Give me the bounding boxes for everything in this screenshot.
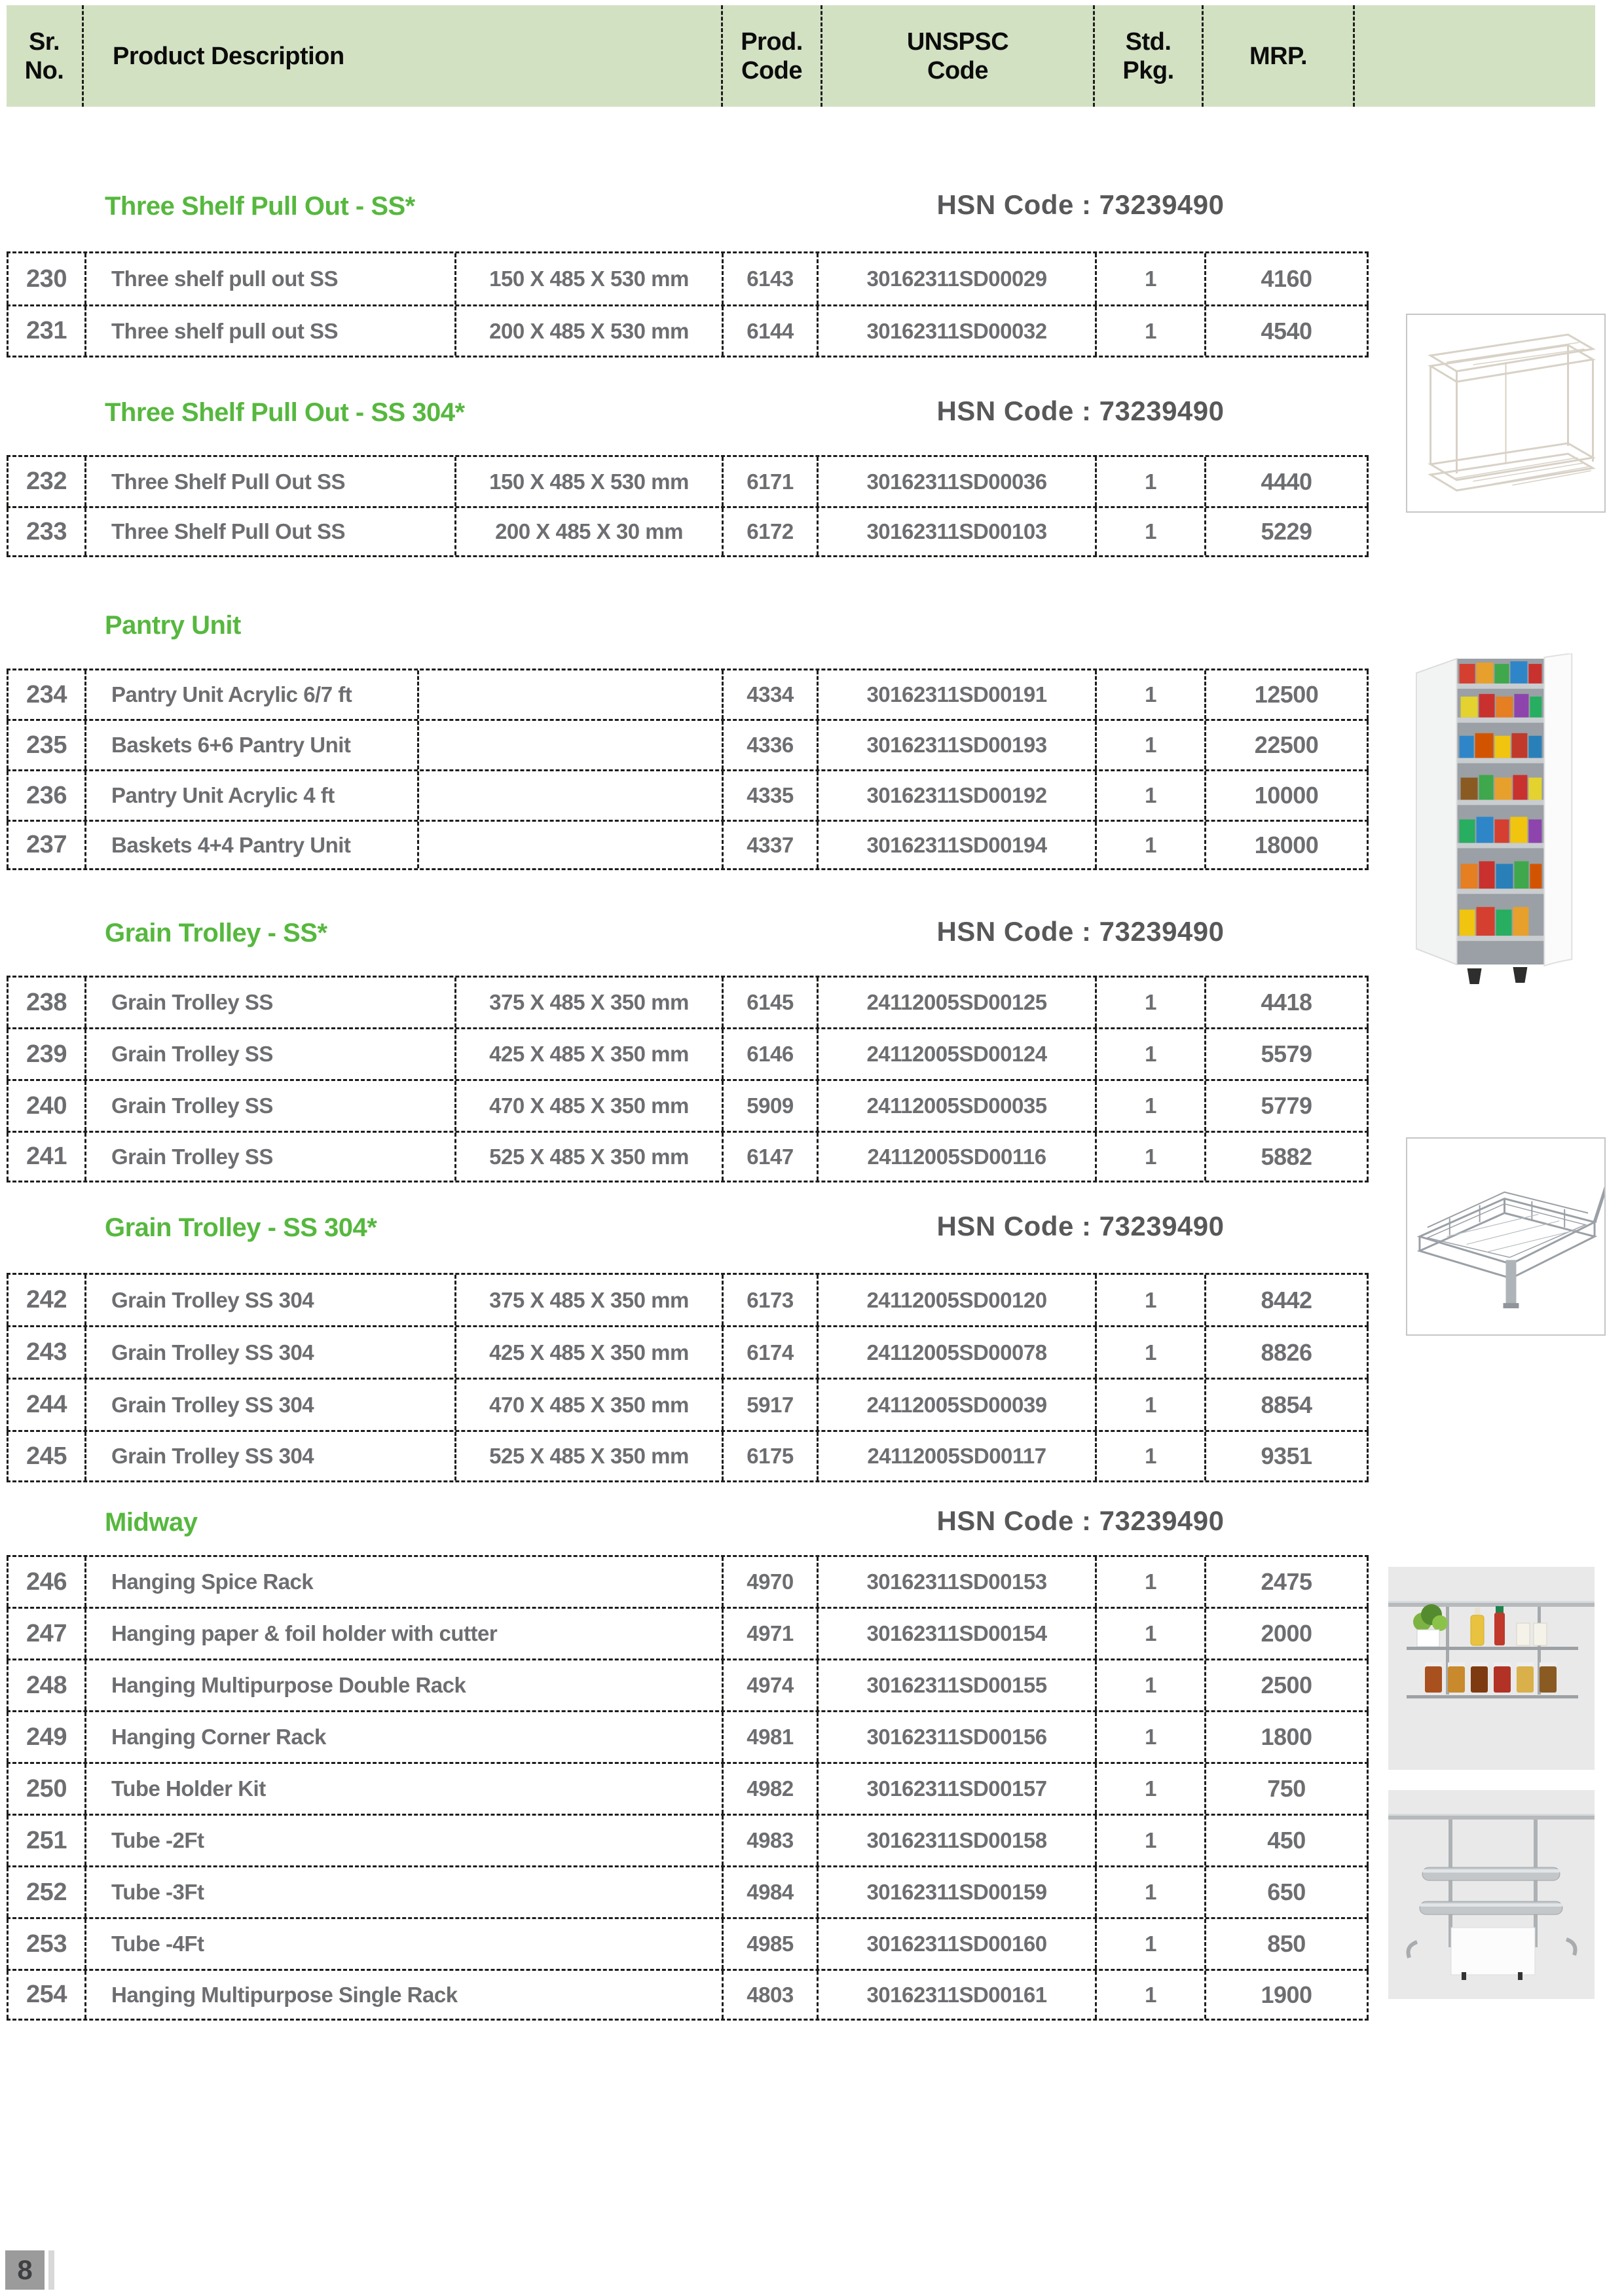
cell-mrp: 750 bbox=[1206, 1764, 1369, 1814]
product-table bbox=[7, 1273, 1369, 1482]
cell-size: 470 X 485 X 350 mm bbox=[456, 1081, 724, 1131]
cell-mrp: 10000 bbox=[1206, 771, 1369, 820]
cell-prod: 6175 bbox=[724, 1432, 819, 1480]
cell-prod: 4984 bbox=[724, 1867, 819, 1917]
hsn-code: HSN Code : 73239490 bbox=[936, 1211, 1225, 1241]
cell-sr: 250 bbox=[7, 1764, 86, 1814]
header-cell-sr-no bbox=[7, 5, 84, 107]
cell-unspsc: 30162311SD00161 bbox=[819, 1971, 1097, 2019]
cell-mrp: 2500 bbox=[1206, 1660, 1369, 1710]
section-title: Grain Trolley - SS 304* bbox=[105, 1213, 377, 1242]
cell-size: 375 X 485 X 350 mm bbox=[456, 1275, 724, 1325]
cell-prod: 6143 bbox=[724, 253, 819, 304]
cell-unspsc: 24112005SD00116 bbox=[819, 1133, 1097, 1181]
cell-prod: 6173 bbox=[724, 1275, 819, 1325]
cell-desc: Three Shelf Pull Out SS bbox=[86, 508, 456, 555]
cell-unspsc: 30162311SD00191 bbox=[819, 670, 1097, 719]
header-label: MRP. bbox=[1249, 42, 1308, 70]
cell-desc: Pantry Unit Acrylic 6/7 ft bbox=[86, 670, 419, 719]
header-cell-product-description bbox=[84, 5, 723, 107]
table-row bbox=[7, 1969, 1369, 2021]
cell-desc: Hanging Multipurpose Single Rack bbox=[86, 1971, 724, 2019]
cell-mrp: 4418 bbox=[1206, 978, 1369, 1027]
header-cell-spacer bbox=[1355, 5, 1595, 107]
cell-size: 470 X 485 X 350 mm bbox=[456, 1380, 724, 1430]
cell-pkg: 1 bbox=[1097, 1432, 1206, 1480]
cell-mrp: 5779 bbox=[1206, 1081, 1369, 1131]
cell-size: 425 X 485 X 350 mm bbox=[456, 1029, 724, 1079]
cell-pkg: 1 bbox=[1097, 306, 1206, 356]
header-cell-std-pkg bbox=[1095, 5, 1204, 107]
table-row bbox=[7, 1917, 1369, 1969]
cell-size: 375 X 485 X 350 mm bbox=[456, 978, 724, 1027]
cell-prod: 5917 bbox=[724, 1380, 819, 1430]
cell-prod: 6172 bbox=[724, 508, 819, 555]
page-number-bar bbox=[48, 2250, 54, 2290]
cell-desc: Hanging Corner Rack bbox=[86, 1712, 724, 1762]
cell-sr: 254 bbox=[7, 1971, 86, 2019]
cell-prod: 4985 bbox=[724, 1919, 819, 1969]
cell-unspsc: 30162311SD00159 bbox=[819, 1867, 1097, 1917]
cell-size: 525 X 485 X 350 mm bbox=[456, 1432, 724, 1480]
cell-sr: 237 bbox=[7, 822, 86, 868]
table-row bbox=[7, 1865, 1369, 1917]
table-row bbox=[7, 506, 1369, 557]
cell-sr: 245 bbox=[7, 1432, 86, 1480]
header-label: UNSPSC bbox=[906, 27, 1009, 56]
table-row bbox=[7, 1659, 1369, 1710]
cell-unspsc: 30162311SD00157 bbox=[819, 1764, 1097, 1814]
cell-pkg: 1 bbox=[1097, 1660, 1206, 1710]
cell-mrp: 18000 bbox=[1206, 822, 1369, 868]
hanging-midway-rack-image bbox=[1388, 1567, 1595, 1770]
header-cell-prod-code bbox=[723, 5, 822, 107]
cell-size: 200 X 485 X 530 mm bbox=[456, 306, 724, 356]
hsn-code: HSN Code : 73239490 bbox=[936, 1505, 1225, 1536]
header-label: Std. bbox=[1125, 27, 1172, 56]
cell-unspsc: 30162311SD00193 bbox=[819, 721, 1097, 769]
table-row bbox=[7, 304, 1369, 357]
cell-mrp: 1900 bbox=[1206, 1971, 1369, 2019]
cell-desc: Baskets 4+4 Pantry Unit bbox=[86, 822, 419, 868]
product-table bbox=[7, 1555, 1369, 2021]
cell-unspsc: 30162311SD00194 bbox=[819, 822, 1097, 868]
cell-desc: Pantry Unit Acrylic 4 ft bbox=[86, 771, 419, 820]
cell-pkg: 1 bbox=[1097, 1867, 1206, 1917]
cell-pkg: 1 bbox=[1097, 1919, 1206, 1969]
cell-unspsc: 24112005SD00078 bbox=[819, 1327, 1097, 1378]
cell-unspsc: 30162311SD00036 bbox=[819, 457, 1097, 506]
cell-sr: 231 bbox=[7, 306, 86, 356]
table-row bbox=[7, 1273, 1369, 1325]
cell-mrp: 650 bbox=[1206, 1867, 1369, 1917]
table-row bbox=[7, 820, 1369, 870]
cell-mrp: 9351 bbox=[1206, 1432, 1369, 1480]
cell-prod: 4981 bbox=[724, 1712, 819, 1762]
page-number: 8 bbox=[5, 2250, 45, 2290]
table-row bbox=[7, 1762, 1369, 1814]
header-label: Code bbox=[927, 56, 988, 84]
cell-prod: 4971 bbox=[724, 1609, 819, 1659]
cell-prod: 4334 bbox=[724, 670, 819, 719]
cell-prod: 4337 bbox=[724, 822, 819, 868]
table-row bbox=[7, 1131, 1369, 1182]
cell-prod: 6144 bbox=[724, 306, 819, 356]
cell-desc: Three Shelf Pull Out SS bbox=[86, 457, 456, 506]
cell-sr: 232 bbox=[7, 457, 86, 506]
cell-pkg: 1 bbox=[1097, 1327, 1206, 1378]
cell-prod: 4983 bbox=[724, 1816, 819, 1865]
cell-pkg: 1 bbox=[1097, 1029, 1206, 1079]
section-title: Grain Trolley - SS* bbox=[105, 919, 327, 947]
cell-pkg: 1 bbox=[1097, 253, 1206, 304]
cell-desc: Grain Trolley SS bbox=[86, 1081, 456, 1131]
cell-pkg: 1 bbox=[1097, 978, 1206, 1027]
header-label: Code bbox=[741, 56, 802, 84]
cell-unspsc: 30162311SD00032 bbox=[819, 306, 1097, 356]
cell-pkg: 1 bbox=[1097, 457, 1206, 506]
table-header bbox=[7, 5, 1595, 107]
cell-size: 150 X 485 X 530 mm bbox=[456, 253, 724, 304]
cell-pkg: 1 bbox=[1097, 1971, 1206, 2019]
cell-sr: 251 bbox=[7, 1816, 86, 1865]
table-row bbox=[7, 1607, 1369, 1659]
cell-desc: Grain Trolley SS bbox=[86, 1133, 456, 1181]
cell-prod: 6174 bbox=[724, 1327, 819, 1378]
cell-desc: Grain Trolley SS 304 bbox=[86, 1327, 456, 1378]
cell-mrp: 5579 bbox=[1206, 1029, 1369, 1079]
cell-desc: Tube Holder Kit bbox=[86, 1764, 724, 1814]
cell-sr: 252 bbox=[7, 1867, 86, 1917]
product-table bbox=[7, 251, 1369, 357]
cell-pkg: 1 bbox=[1097, 771, 1206, 820]
cell-sr: 239 bbox=[7, 1029, 86, 1079]
cell-prod: 4974 bbox=[724, 1660, 819, 1710]
cell-mrp: 5229 bbox=[1206, 508, 1369, 555]
cell-sr: 235 bbox=[7, 721, 86, 769]
cell-desc: Tube -4Ft bbox=[86, 1919, 724, 1969]
tube-holder-image bbox=[1388, 1790, 1595, 1999]
cell-desc: Tube -2Ft bbox=[86, 1816, 724, 1865]
cell-pkg: 1 bbox=[1097, 1133, 1206, 1181]
cell-pkg: 1 bbox=[1097, 1557, 1206, 1607]
cell-mrp: 4540 bbox=[1206, 306, 1369, 356]
cell-sr: 248 bbox=[7, 1660, 86, 1710]
table-row bbox=[7, 1325, 1369, 1378]
cell-desc: Three shelf pull out SS bbox=[86, 306, 456, 356]
hsn-code: HSN Code : 73239490 bbox=[936, 395, 1225, 426]
cell-unspsc: 30162311SD00103 bbox=[819, 508, 1097, 555]
table-row bbox=[7, 769, 1369, 820]
section-title: Three Shelf Pull Out - SS 304* bbox=[105, 398, 465, 427]
header-cell-unspsc-code bbox=[822, 5, 1095, 107]
cell-desc: Grain Trolley SS bbox=[86, 978, 456, 1027]
cell-mrp: 5882 bbox=[1206, 1133, 1369, 1181]
cell-size: 150 X 485 X 530 mm bbox=[456, 457, 724, 506]
cell-pkg: 1 bbox=[1097, 1712, 1206, 1762]
cell-desc: Hanging Spice Rack bbox=[86, 1557, 724, 1607]
cell-unspsc: 24112005SD00039 bbox=[819, 1380, 1097, 1430]
cell-size bbox=[419, 670, 724, 719]
cell-desc: Hanging paper & foil holder with cutter bbox=[86, 1609, 724, 1659]
cell-sr: 244 bbox=[7, 1380, 86, 1430]
cell-size: 200 X 485 X 30 mm bbox=[456, 508, 724, 555]
cell-desc: Three shelf pull out SS bbox=[86, 253, 456, 304]
cell-mrp: 8442 bbox=[1206, 1275, 1369, 1325]
cell-unspsc: 30162311SD00158 bbox=[819, 1816, 1097, 1865]
header-label: No. bbox=[24, 56, 64, 84]
cell-pkg: 1 bbox=[1097, 721, 1206, 769]
product-table bbox=[7, 455, 1369, 557]
cell-sr: 238 bbox=[7, 978, 86, 1027]
cell-sr: 253 bbox=[7, 1919, 86, 1969]
cell-unspsc: 30162311SD00192 bbox=[819, 771, 1097, 820]
cell-unspsc: 30162311SD00160 bbox=[819, 1919, 1097, 1969]
cell-mrp: 850 bbox=[1206, 1919, 1369, 1969]
table-row bbox=[7, 455, 1369, 506]
cell-mrp: 450 bbox=[1206, 1816, 1369, 1865]
cell-unspsc: 30162311SD00156 bbox=[819, 1712, 1097, 1762]
cell-unspsc: 24112005SD00117 bbox=[819, 1432, 1097, 1480]
cell-prod: 4970 bbox=[724, 1557, 819, 1607]
cell-prod: 6146 bbox=[724, 1029, 819, 1079]
cell-sr: 233 bbox=[7, 508, 86, 555]
cell-unspsc: 24112005SD00124 bbox=[819, 1029, 1097, 1079]
cell-prod: 4982 bbox=[724, 1764, 819, 1814]
table-row bbox=[7, 1710, 1369, 1762]
cell-sr: 246 bbox=[7, 1557, 86, 1607]
cell-sr: 234 bbox=[7, 670, 86, 719]
cell-sr: 236 bbox=[7, 771, 86, 820]
cell-unspsc: 24112005SD00120 bbox=[819, 1275, 1097, 1325]
table-row bbox=[7, 251, 1369, 304]
pantry-unit-image bbox=[1416, 653, 1574, 987]
cell-sr: 240 bbox=[7, 1081, 86, 1131]
table-row bbox=[7, 1814, 1369, 1865]
table-row bbox=[7, 719, 1369, 769]
cell-size bbox=[419, 822, 724, 868]
cell-unspsc: 30162311SD00154 bbox=[819, 1609, 1097, 1659]
cell-pkg: 1 bbox=[1097, 1081, 1206, 1131]
cell-desc: Grain Trolley SS 304 bbox=[86, 1380, 456, 1430]
table-row bbox=[7, 669, 1369, 719]
cell-desc: Grain Trolley SS 304 bbox=[86, 1432, 456, 1480]
product-table bbox=[7, 976, 1369, 1182]
cell-sr: 249 bbox=[7, 1712, 86, 1762]
cell-prod: 6145 bbox=[724, 978, 819, 1027]
cell-pkg: 1 bbox=[1097, 508, 1206, 555]
cell-unspsc: 24112005SD00035 bbox=[819, 1081, 1097, 1131]
cell-pkg: 1 bbox=[1097, 670, 1206, 719]
cell-pkg: 1 bbox=[1097, 1380, 1206, 1430]
cell-prod: 6171 bbox=[724, 457, 819, 506]
cell-prod: 6147 bbox=[724, 1133, 819, 1181]
cell-mrp: 22500 bbox=[1206, 721, 1369, 769]
cell-pkg: 1 bbox=[1097, 1816, 1206, 1865]
cell-pkg: 1 bbox=[1097, 822, 1206, 868]
cell-desc: Grain Trolley SS 304 bbox=[86, 1275, 456, 1325]
cell-sr: 243 bbox=[7, 1327, 86, 1378]
cell-unspsc: 30162311SD00029 bbox=[819, 253, 1097, 304]
cell-size: 425 X 485 X 350 mm bbox=[456, 1327, 724, 1378]
cell-mrp: 2000 bbox=[1206, 1609, 1369, 1659]
cell-prod: 5909 bbox=[724, 1081, 819, 1131]
hsn-code: HSN Code : 73239490 bbox=[936, 916, 1225, 947]
section-title: Three Shelf Pull Out - SS* bbox=[105, 192, 415, 221]
cell-pkg: 1 bbox=[1097, 1609, 1206, 1659]
three-shelf-pull-out-image bbox=[1406, 314, 1606, 513]
cell-unspsc: 24112005SD00125 bbox=[819, 978, 1097, 1027]
cell-size bbox=[419, 771, 724, 820]
cell-desc: Hanging Multipurpose Double Rack bbox=[86, 1660, 724, 1710]
cell-unspsc: 30162311SD00153 bbox=[819, 1557, 1097, 1607]
cell-prod: 4335 bbox=[724, 771, 819, 820]
header-label: Product Description bbox=[113, 42, 344, 70]
cell-desc: Baskets 6+6 Pantry Unit bbox=[86, 721, 419, 769]
cell-prod: 4336 bbox=[724, 721, 819, 769]
cell-size: 525 X 485 X 350 mm bbox=[456, 1133, 724, 1181]
section-title: Pantry Unit bbox=[105, 611, 241, 640]
table-row bbox=[7, 1430, 1369, 1482]
cell-mrp: 1800 bbox=[1206, 1712, 1369, 1762]
hsn-code: HSN Code : 73239490 bbox=[936, 189, 1225, 220]
cell-sr: 241 bbox=[7, 1133, 86, 1181]
cell-prod: 4803 bbox=[724, 1971, 819, 2019]
section-title: Midway bbox=[105, 1508, 198, 1537]
cell-pkg: 1 bbox=[1097, 1275, 1206, 1325]
cell-sr: 230 bbox=[7, 253, 86, 304]
grain-trolley-image bbox=[1406, 1137, 1606, 1336]
cell-mrp: 8854 bbox=[1206, 1380, 1369, 1430]
cell-pkg: 1 bbox=[1097, 1764, 1206, 1814]
cell-size bbox=[419, 721, 724, 769]
cell-sr: 242 bbox=[7, 1275, 86, 1325]
cell-sr: 247 bbox=[7, 1609, 86, 1659]
product-table bbox=[7, 669, 1369, 870]
cell-mrp: 8826 bbox=[1206, 1327, 1369, 1378]
table-row bbox=[7, 1555, 1369, 1607]
header-label: Prod. bbox=[741, 27, 803, 56]
cell-mrp: 2475 bbox=[1206, 1557, 1369, 1607]
header-label: Sr. bbox=[28, 27, 60, 56]
header-cell-mrp bbox=[1204, 5, 1355, 107]
cell-mrp: 12500 bbox=[1206, 670, 1369, 719]
table-row bbox=[7, 1079, 1369, 1131]
cell-mrp: 4160 bbox=[1206, 253, 1369, 304]
cell-unspsc: 30162311SD00155 bbox=[819, 1660, 1097, 1710]
cell-desc: Tube -3Ft bbox=[86, 1867, 724, 1917]
table-row bbox=[7, 1027, 1369, 1079]
cell-desc: Grain Trolley SS bbox=[86, 1029, 456, 1079]
table-row bbox=[7, 1378, 1369, 1430]
table-row bbox=[7, 976, 1369, 1027]
cell-mrp: 4440 bbox=[1206, 457, 1369, 506]
header-label: Pkg. bbox=[1122, 56, 1174, 84]
